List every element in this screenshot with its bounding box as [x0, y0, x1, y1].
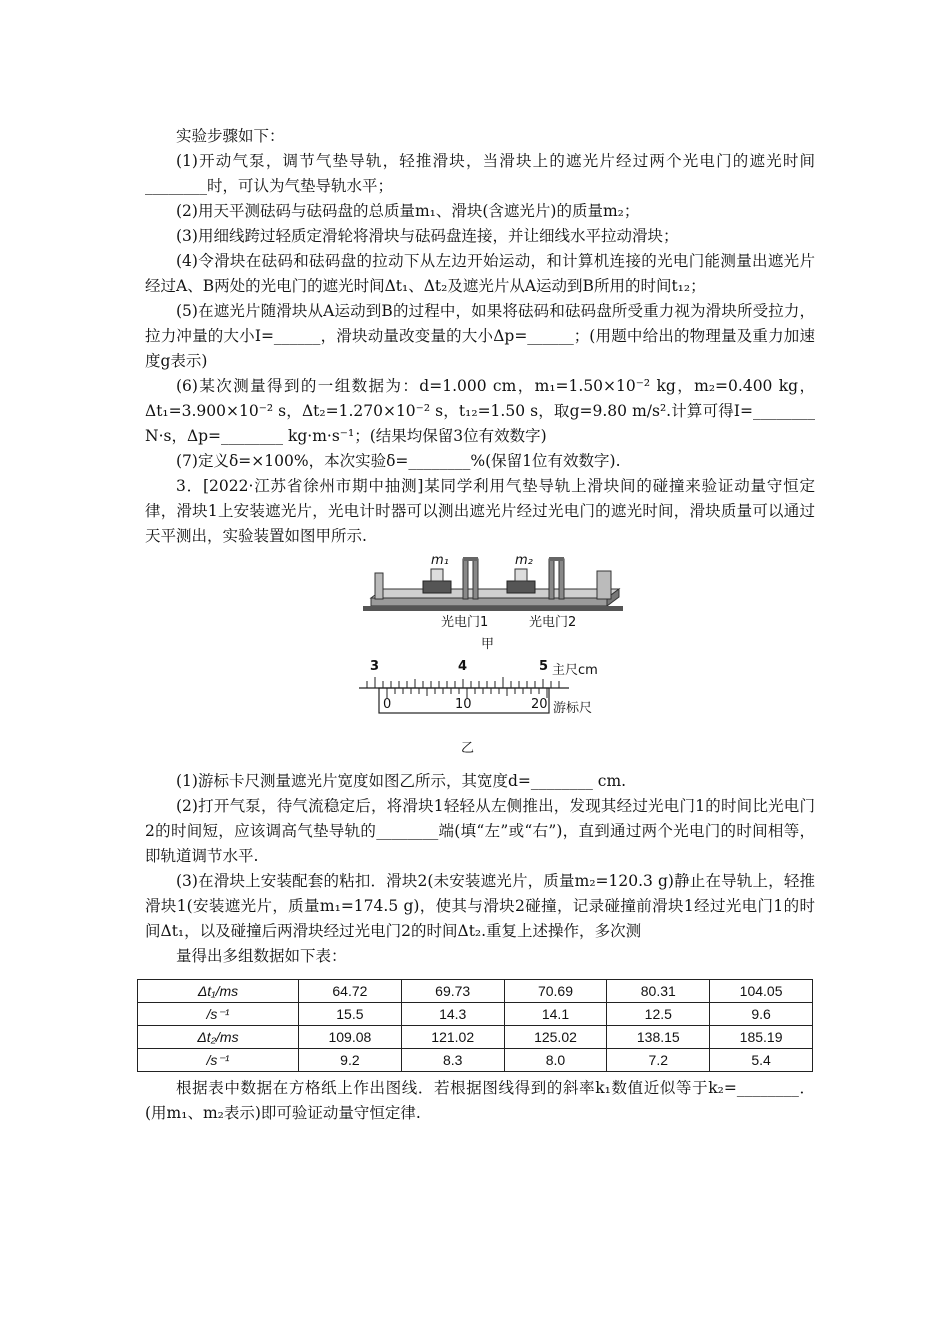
step-2: (2)用天平测砝码与砝码盘的总质量m₁、滑块(含遮光片)的质量m₂；: [176, 202, 640, 220]
question-3-2: (2)打开气泵，待气流稳定后，将滑块1轻轻从左侧推出，发现其经过光电门1的时间比光电门2的时间短，应该调高气垫导轨的________端(填“左”或“右”)，直到通过两个光电门的时间相等，即轨道调节水平.: [145, 797, 815, 865]
label-gate-2: 光电门2: [529, 615, 577, 630]
table-header-cell: Δt₂/ms: [138, 1026, 299, 1049]
step-3: (3)用细线跨过轻质定滑轮将滑块与砝码盘连接，并让细线水平拉动滑块；: [176, 227, 679, 245]
table-cell: 5.4: [710, 1049, 813, 1072]
final-paragraph: 根据表中数据在方格纸上作出图线．若根据图线得到的斜率k₁数值近似等于k₂=________．(用m₁、m₂表示)即可验证动量守恒定律.: [145, 1079, 815, 1122]
step-1: (1)开动气泵，调节气垫导轨，轻推滑块，当滑块上的遮光片经过两个光电门的遮光时间________时，可认为气垫导轨水平；: [145, 152, 815, 195]
vernier-0: 0: [383, 697, 392, 712]
table-cell: 138.15: [607, 1026, 710, 1049]
table-header-cell: /s⁻¹: [138, 1003, 299, 1026]
table-cell: 185.19: [710, 1026, 813, 1049]
label-gate-1: 光电门1: [441, 615, 489, 630]
question-3-1: (1)游标卡尺测量遮光片宽度如图乙所示，其宽度d=________ cm.: [176, 772, 627, 790]
table-header-cell: Δt₁/ms: [138, 980, 299, 1003]
table-cell: 121.02: [401, 1026, 504, 1049]
label-m2: m₂: [515, 553, 533, 568]
table-header-cell: /s⁻¹: [138, 1049, 299, 1072]
caption-yi: 乙: [461, 741, 475, 756]
vernier-10: 10: [455, 697, 472, 712]
table-cell: 104.05: [710, 980, 813, 1003]
table-cell: 7.2: [607, 1049, 710, 1072]
step-7: (7)定义δ=×100%，本次实验δ=________%(保留1位有效数字).: [176, 452, 621, 470]
table-row: [138, 1003, 813, 1026]
table-cell: 15.5: [299, 1003, 402, 1026]
label-m1: m₁: [431, 553, 449, 568]
table-cell: 64.72: [299, 980, 402, 1003]
question-3: 3．[2022·江苏省徐州市期中抽测]某同学利用气垫导轨上滑块间的碰撞来验证动量守恒定律，滑块1上安装遮光片，光电计时器可以测出遮光片经过光电门的遮光时间，滑块质量可以通过天平测出，实验装置如图甲所示.: [145, 477, 815, 545]
step-6: (6)某次测量得到的一组数据为：d=1.000 cm，m₁=1.50×10⁻² kg，m₂=0.400 kg，Δt₁=3.900×10⁻² s，Δt₂=1.270×10⁻² s，t₁₂=1.50 s，取g=9.80 m/s².计算可得I=________ N·s，Δp=________ kg·m·s⁻¹；(结果均保留3位有效数字): [145, 377, 815, 445]
document-page: [145, 124, 815, 1126]
caption-jia: 甲: [481, 637, 495, 652]
table-cell: 70.69: [504, 980, 607, 1003]
table-cell: 14.1: [504, 1003, 607, 1026]
main-scale-5: 5: [539, 659, 549, 674]
vernier-drawing: [359, 659, 679, 737]
table-cell: 9.6: [710, 1003, 813, 1026]
main-scale-label: 主尺cm: [552, 663, 598, 678]
steps-title: 实验步骤如下：: [176, 127, 285, 145]
table-row: [138, 1049, 813, 1072]
air-track-drawing: [357, 553, 657, 653]
vernier-20: 20: [531, 697, 548, 712]
question-3-3-cont: 量得出多组数据如下表：: [176, 947, 347, 965]
data-table: [137, 979, 813, 1072]
table-cell: 14.3: [401, 1003, 504, 1026]
table-row: [138, 1026, 813, 1049]
step-4: (4)令滑块在砝码和砝码盘的拉动下从左边开始运动，和计算机连接的光电门能测量出遮光片经过A、B两处的光电门的遮光时间Δt₁、Δt₂及遮光片从A运动到B所用的时间t₁₂；: [145, 252, 815, 295]
table-cell: 12.5: [607, 1003, 710, 1026]
table-cell: 69.73: [401, 980, 504, 1003]
main-scale-3: 3: [370, 659, 380, 674]
table-row: [138, 980, 813, 1003]
table-cell: 8.3: [401, 1049, 504, 1072]
table-cell: 125.02: [504, 1026, 607, 1049]
vernier-label: 游标尺: [553, 701, 593, 716]
table-cell: 80.31: [607, 980, 710, 1003]
table-cell: 109.08: [299, 1026, 402, 1049]
figure-vernier-caliper: [359, 659, 679, 759]
question-3-3: (3)在滑块上安装配套的粘扣．滑块2(未安装遮光片，质量m₂=120.3 g)静止在导轨上，轻推滑块1(安装遮光片，质量m₁=174.5 g)，使其与滑块2碰撞，记录碰撞前滑块1经过光电门1的时间Δt₁，以及碰撞后两滑块经过光电门2的时间Δt₂.重复上述操作，多次测: [145, 872, 815, 940]
table-cell: 9.2: [299, 1049, 402, 1072]
main-scale-4: 4: [458, 659, 468, 674]
step-5: (5)在遮光片随滑块从A运动到B的过程中，如果将砝码和砝码盘所受重力视为滑块所受拉力，拉力冲量的大小I=______，滑块动量改变量的大小Δp=______；(用题中给出的物理量及重力加速度g表示): [145, 302, 815, 370]
table-cell: 8.0: [504, 1049, 607, 1072]
figure-air-track: [357, 553, 657, 653]
